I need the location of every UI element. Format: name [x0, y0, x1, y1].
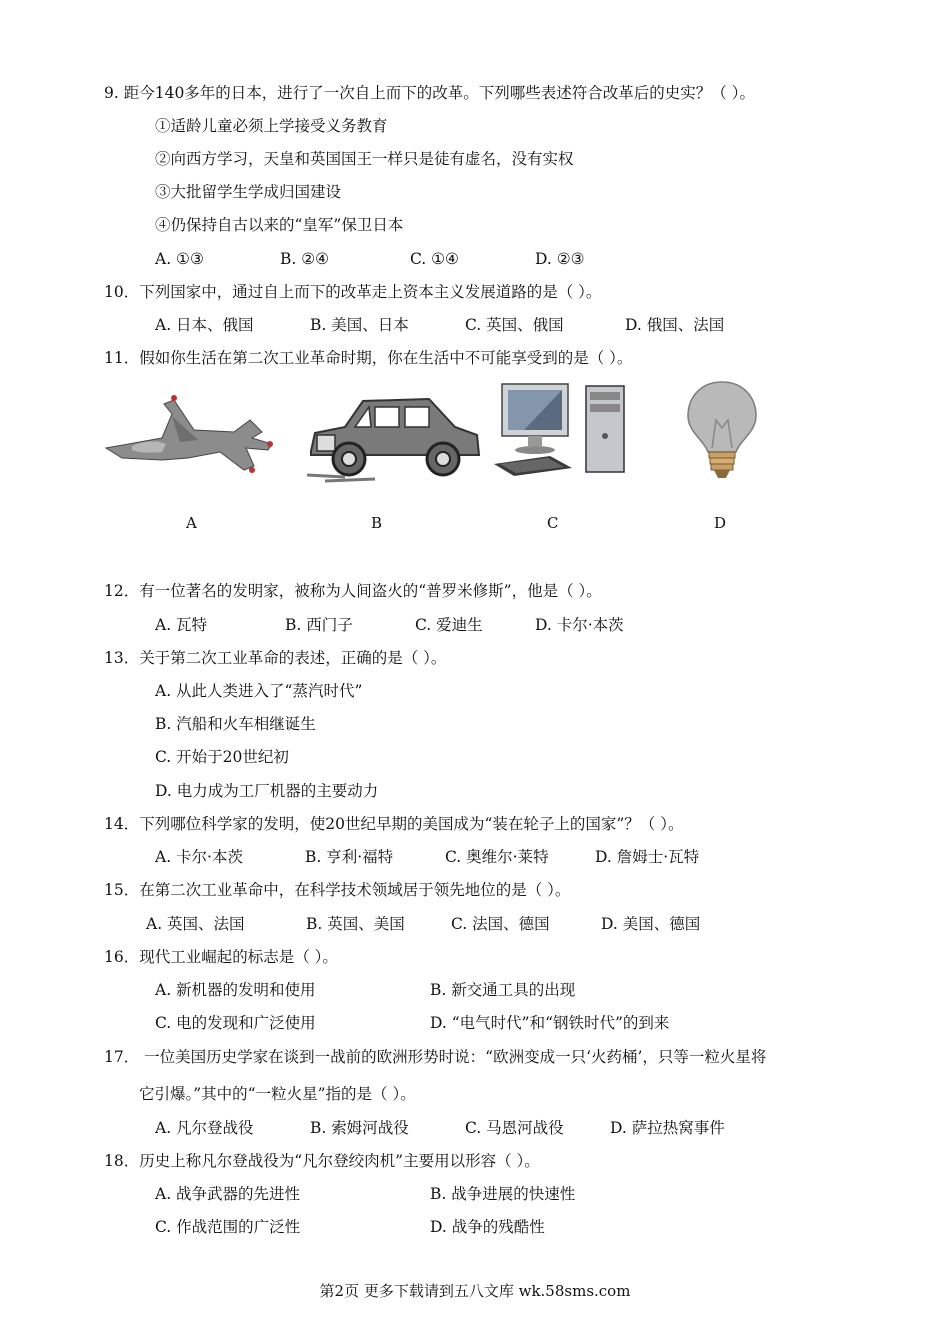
q10-options [155, 314, 724, 336]
q12-stem: 12．有一位著名的发明家，被称为人间盗火的“普罗米修斯”，他是（ ）。 [104, 582, 602, 600]
q15-option-c: C. 法国、德国 [451, 915, 550, 933]
q10-stem: 10．下列国家中，通过自上而下的改革走上资本主义发展道路的是（ ）。 [104, 283, 602, 301]
q13-option-b: B. 汽船和火车相继诞生 [155, 715, 316, 733]
picture-label-d: D [714, 514, 727, 532]
q12-option-a: A. 瓦特 [155, 616, 208, 634]
q16-options-row1 [155, 979, 575, 1001]
q14-options [155, 846, 699, 868]
q9-stem: 9. 距今140多年的日本，进行了一次自上而下的改革。下列哪些表述符合改革后的史实？（ ）。 [104, 84, 755, 102]
q10-option-c: C. 英国、俄国 [465, 316, 564, 334]
q10-option-b: B. 美国、日本 [310, 316, 409, 334]
q9-option-c: C. ①④ [410, 250, 459, 268]
desktop-computer-image [494, 380, 629, 477]
q17-stem-line1: 17． 一位美国历史学家在谈到一战前的欧洲形势时说：“欧洲变成一只‘火药桶’，只等一粒火星将 [104, 1048, 767, 1066]
q10-option-a: A. 日本、俄国 [155, 316, 254, 334]
q9-item-1: ①适龄儿童必须上学接受义务教育 [155, 117, 388, 135]
q15-option-a: A. 英国、法国 [146, 915, 245, 933]
q14-option-d: D. 詹姆士·瓦特 [595, 848, 700, 866]
q18-options-row1 [155, 1183, 575, 1205]
q9-item-4: ④仍保持自古以来的“皇军”保卫日本 [155, 216, 404, 234]
page-footer: 第2页 更多下载请到五八文库 wk.58sms.com [319, 1282, 631, 1300]
fighter-jet-image [102, 386, 277, 478]
q14-option-c: C. 奥维尔·莱特 [445, 848, 549, 866]
q14-option-b: B. 亨利·福特 [305, 848, 394, 866]
vintage-car-image [305, 393, 483, 485]
q17-option-d: D. 萨拉热窝事件 [610, 1119, 725, 1137]
q16-option-d: D. “电气时代”和“钢铁时代”的到来 [430, 1014, 670, 1032]
q17-stem-line2: 它引爆。”其中的“一粒火星”指的是（ ）。 [139, 1085, 416, 1103]
q12-option-d: D. 卡尔·本茨 [535, 616, 624, 634]
q12-options [155, 614, 624, 636]
q9-item-2: ②向西方学习，天皇和英国国王一样只是徒有虚名，没有实权 [155, 150, 574, 168]
q18-option-d: D. 战争的残酷性 [430, 1218, 545, 1236]
picture-label-b: B [371, 514, 383, 532]
q10-option-d: D. 俄国、法国 [625, 316, 725, 334]
q18-option-c: C. 作战范围的广泛性 [155, 1218, 301, 1236]
q12-option-b: B. 西门子 [285, 616, 353, 634]
picture-label-a: A [186, 514, 197, 532]
q14-option-a: A. 卡尔·本茨 [155, 848, 243, 866]
q18-options-row2 [155, 1216, 545, 1238]
q9-option-b: B. ②④ [280, 250, 330, 268]
q16-option-c: C. 电的发现和广泛使用 [155, 1014, 316, 1032]
q17-option-a: A. 凡尔登战役 [155, 1119, 254, 1137]
q16-option-a: A. 新机器的发明和使用 [155, 981, 316, 999]
q17-options [155, 1117, 725, 1139]
q16-options-row2 [155, 1012, 669, 1034]
q14-stem: 14．下列哪位科学家的发明，使20世纪早期的美国成为“装在轮子上的国家”？（ ）。 [104, 815, 684, 833]
q9-option-d: D. ②③ [535, 250, 585, 268]
q9-options [155, 248, 585, 270]
q16-stem: 16．现代工业崛起的标志是（ ）。 [104, 948, 338, 966]
q17-option-c: C. 马恩河战役 [465, 1119, 564, 1137]
q13-option-a: A. 从此人类进入了“蒸汽时代” [155, 682, 363, 700]
q13-stem: 13．关于第二次工业革命的表述，正确的是（ ）。 [104, 649, 447, 667]
q13-option-d: D. 电力成为工厂机器的主要动力 [155, 782, 379, 800]
q11-stem: 11．假如你生活在第二次工业革命时期，你在生活中不可能享受到的是（ ）。 [104, 349, 633, 367]
q15-option-b: B. 英国、美国 [306, 915, 405, 933]
q18-option-b: B. 战争进展的快速性 [430, 1185, 576, 1203]
light-bulb-image [686, 380, 758, 484]
q15-stem: 15．在第二次工业革命中，在科学技术领域居于领先地位的是（ ）。 [104, 881, 571, 899]
q9-option-a: A. ①③ [155, 250, 204, 268]
q15-option-d: D. 美国、德国 [601, 915, 701, 933]
q13-option-c: C. 开始于20世纪初 [155, 748, 289, 766]
q18-stem: 18．历史上称凡尔登战役为“凡尔登绞肉机”主要用以形容（ ）。 [104, 1152, 540, 1170]
picture-label-c: C [547, 514, 559, 532]
q15-options [146, 913, 700, 935]
q16-option-b: B. 新交通工具的出现 [430, 981, 576, 999]
q9-item-3: ③大批留学生学成归国建设 [155, 183, 342, 201]
q18-option-a: A. 战争武器的先进性 [155, 1185, 301, 1203]
q12-option-c: C. 爱迪生 [415, 616, 483, 634]
q17-option-b: B. 索姆河战役 [310, 1119, 409, 1137]
